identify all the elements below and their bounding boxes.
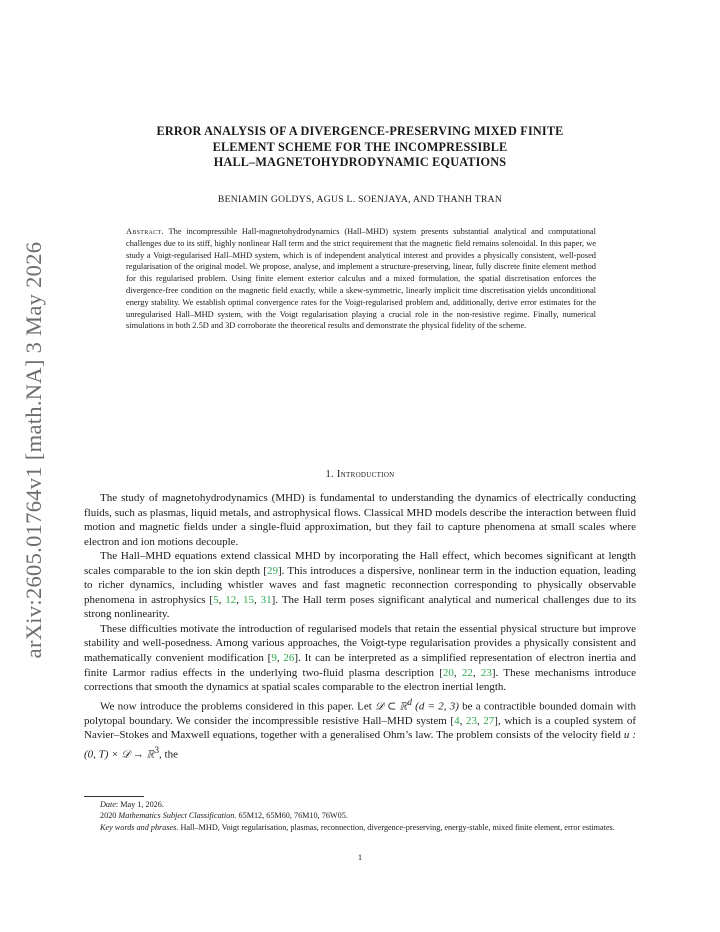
abstract-heading: Abstract. [126, 227, 164, 236]
citation-link[interactable]: 23 [480, 666, 492, 679]
title-line: HALL–MAGNETOHYDRODYNAMIC EQUATIONS [213, 155, 507, 169]
body-text [84, 491, 636, 762]
footnote-msc: 2020 Mathematics Subject Classification. 65M12, 65M60, 76M10, 76W05. [100, 811, 348, 821]
footnote-keywords: Key words and phrases. Hall–MHD, Voigt regularisation, plasmas, reconnection, divergence-preserving, energy-stable, mixed finite element, error estimates. [100, 822, 615, 832]
section-heading [84, 469, 636, 480]
abstract-text: The incompressible Hall-magnetohydrodynamics (Hall–MHD) system presents substantial analytical and computational challenges due to its stiff, highly nonlinear Hall term and the strict requirement that the magnetic field remains solenoidal. In this paper, we study a Voigt-regularised Hall–MHD system, which is of independent analytical interest and provides a physically consistent, well-posed regularisation of the original model. We propose, analyse, and implement a structure-preserving, linear, fully discrete finite element method for this regularised problem. Using finite element exterior calculus and a mixed formulation, the spatial discretisation enforces the divergence-free condition on the magnetic field exactly, while a skew-symmetric, linearly implicit time discretisation yields unconditional energy stability. We establish optimal convergence rates for the Voigt-regularised problem and, additionally, derive error estimates for the unregularised Hall–MHD system, with the Voigt regularisation playing a crucial role in the non-resistive regime. Finally, numerical simulations in both 2.5D and 3D corroborate the theoretical results and demonstrate the physical fidelity of the scheme. [126, 227, 596, 331]
page-number: 1 [357, 852, 363, 862]
citation-link[interactable]: 9 [271, 652, 277, 665]
paper-page [84, 0, 636, 932]
arxiv-identifier-sidebar [16, 240, 52, 660]
paragraph: The Hall–MHD equations extend classical MHD by incorporating the Hall effect, which becomes significant at length scales comparable to the ion skin depth [29]. This introduces a dispersive, nonlinear term in the induction equation, leading to richer dynamics, including whistler waves and fast magnetic reconnection corresponding to physically observable phenomena in astrophysics [5, 12, 15, 31]. The Hall term poses significant analytical and numerical challenges due to its strong nonlinearity. [84, 550, 637, 621]
author-list: BENIAMIN GOLDYS, AGUS L. SOENJAYA, AND THANH TRAN [217, 194, 503, 205]
citation-link[interactable]: 4 [454, 714, 460, 727]
citation-link[interactable]: 15 [242, 593, 254, 606]
citation-link[interactable]: 26 [283, 652, 295, 665]
section-number: 1. [325, 469, 334, 480]
citation-link[interactable]: 22 [461, 666, 473, 679]
math-velocity-field: u : (0, T) × 𝒟 → ℝ [84, 729, 636, 761]
paragraph: These difficulties motivate the introduction of regularised models that retain the essential physical structure but improve stability and well-posedness. Among various approaches, the Voigt-type regularisation provides a physically consistent and mathematically convenient modification [9, 26]. It can be interpreted as a simplified representation of electron inertia and finite Larmor radius effects in the underlying two-fluid plasma description [20, 22, 23]. These mechanisms introduce corrections that smooth the dynamics at spatial scales comparable to the electron inertial length. [84, 622, 637, 694]
math-superscript: d [407, 696, 412, 707]
title-line: ELEMENT SCHEME FOR THE INCOMPRESSIBLE [212, 139, 508, 154]
math-dimension: (d = 2, 3) [411, 700, 459, 713]
citation-link[interactable]: 5 [213, 593, 219, 606]
abstract [126, 226, 596, 332]
paragraph: We now introduce the problems considered in this paper. Let 𝒟 ⊂ ℝ$^d$ (d = 2, 3) be a contractible bounded domain with polytopal boundary. We consider the incompressible resistive Hall–MHD system [4, 23, 27], which is a coupled system of Navier–Stokes and Maxwell equations, together with a generalised Ohm’s law. The problem consists of the velocity field u : (0, T) × 𝒟 → ℝ$^3$, the [84, 696, 637, 761]
math-superscript: 3 [154, 744, 160, 755]
title-line: ERROR ANALYSIS OF A DIVERGENCE-PRESERVING MIXED FINITE [156, 124, 564, 138]
paragraph: The study of magnetohydrodynamics (MHD) is fundamental to understanding the dynamics of electrically conducting fluids, such as plasmas, liquid metals, and astrophysical flows. Classical MHD models describe the interaction between fluid motion and magnetic fields under a single-fluid approximation, but they fail to capture phenomena at small scales where electron and ion motions decouple. [84, 492, 636, 548]
section-title: Introduction [336, 469, 395, 480]
citation-link[interactable]: 31 [260, 593, 272, 606]
paper-title [84, 124, 636, 171]
citation-link[interactable]: 27 [483, 714, 495, 727]
math-domain: 𝒟 ⊂ ℝ [375, 700, 408, 713]
citation-link[interactable]: 12 [225, 593, 237, 606]
arxiv-identifier: arXiv:2605.01764v1 [math.NA] 3 May 2026 [21, 241, 46, 659]
footnotes [84, 799, 636, 833]
footnote-divider [84, 796, 144, 797]
footnote-date: Date: May 1, 2026. [100, 800, 164, 809]
citation-link[interactable]: 29 [266, 564, 278, 577]
citation-link[interactable]: 20 [442, 666, 454, 679]
citation-link[interactable]: 23 [465, 714, 477, 727]
